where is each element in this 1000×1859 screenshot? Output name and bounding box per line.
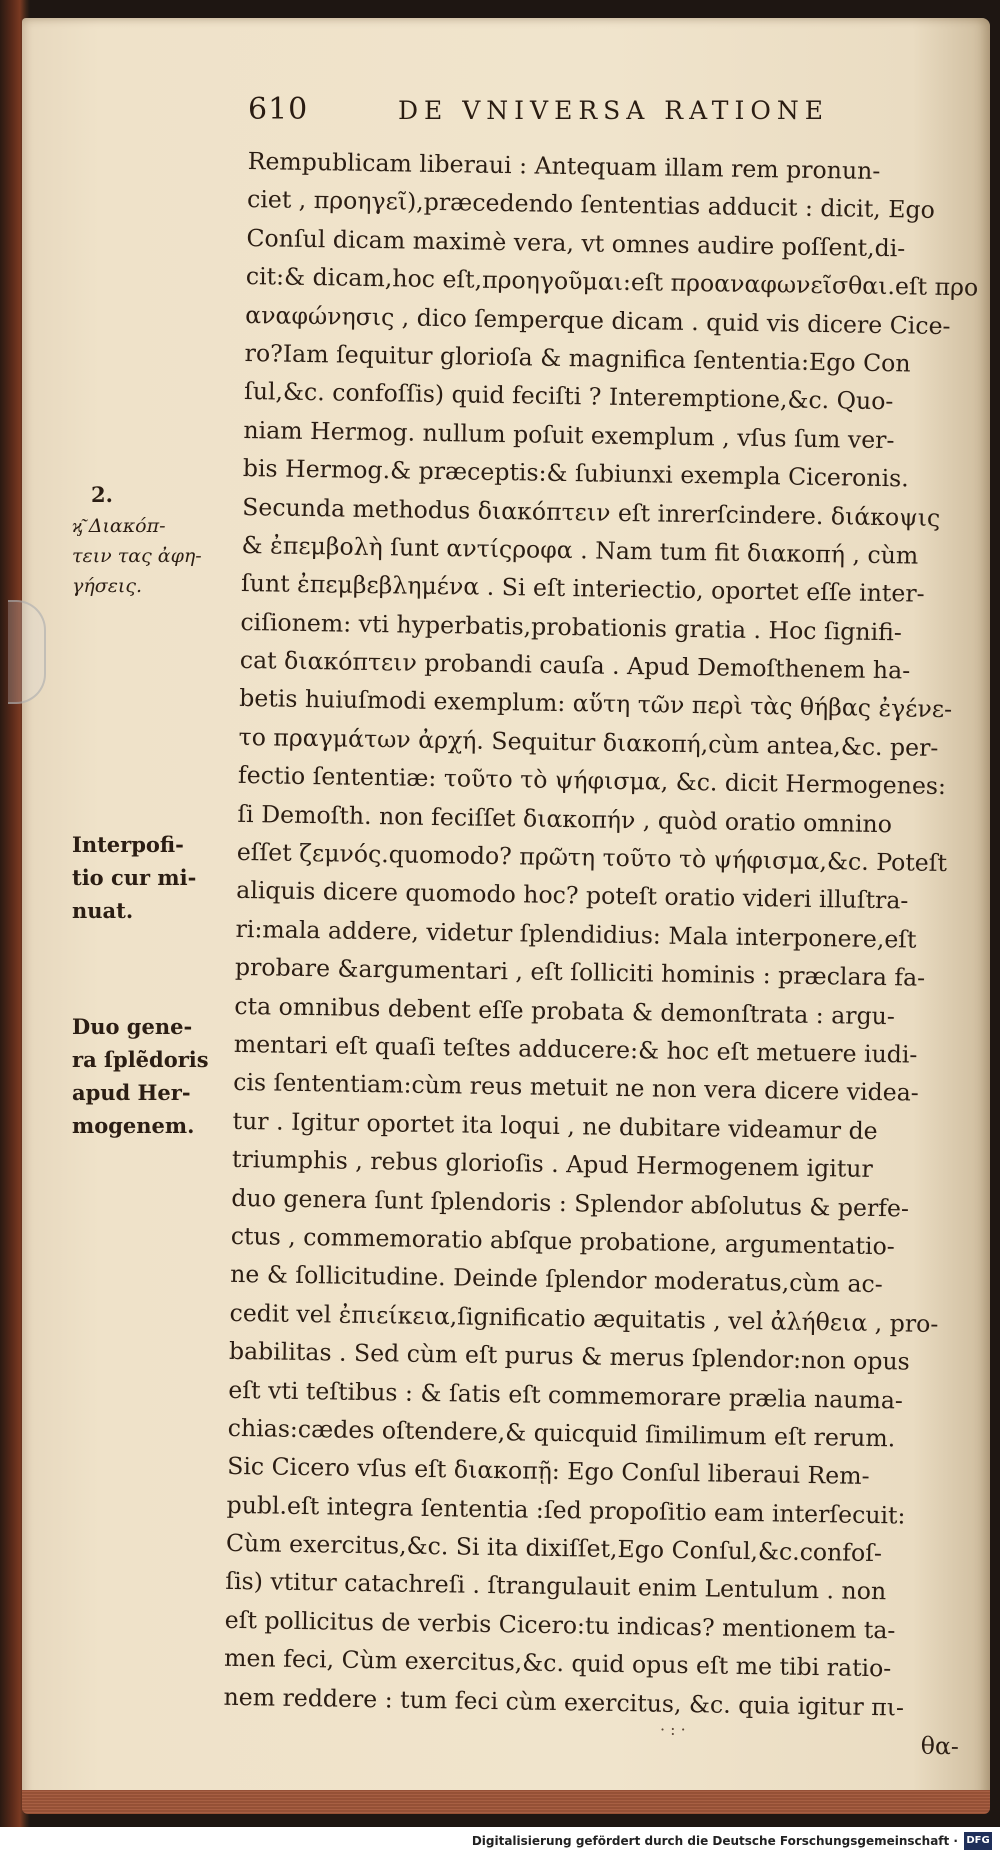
- text-line: ne & ſollicitudine. Deinde ſplendor moderatus,cùm ac-: [229, 1260, 883, 1299]
- text-line: ſi Demoſth. non feciſſet διακοπήν , quòd oratio omnino: [237, 799, 893, 838]
- margin-note-line: 2.: [91, 482, 113, 507]
- text-line: ctus , commemoratio abſque probatione, argumentatio-: [230, 1221, 895, 1261]
- margin-note-line: Duo gene-: [72, 1014, 193, 1039]
- margin-note-line: mogenem.: [72, 1113, 195, 1138]
- text-line: cedit vel ἐπιείκεια,ſignificatio æquitatis , vel ἀλήθεια , pro-: [229, 1298, 939, 1338]
- clasp-icon: [8, 600, 46, 704]
- text-line: nem reddere : tum feci cùm exercitus, &c. quia igitur πι-: [223, 1682, 905, 1722]
- center-mark: · : ·: [660, 1720, 686, 1739]
- page-number: 610: [248, 92, 309, 127]
- margin-note-splendor: [72, 1010, 248, 1142]
- margin-note-line: τειν τας ἀφη-: [72, 545, 202, 567]
- text-line: Sic Cicero vſus eſt διακοπῇ: Ego Conſul liberaui Rem-: [226, 1452, 870, 1491]
- text-line: cta omnibus debent eſſe probata & demonſtrata : argu-: [234, 991, 896, 1030]
- text-line: cat διακόπτειν probandi cauſa . Apud Demoſthenem ha-: [239, 646, 911, 685]
- margin-note-2: [72, 478, 248, 601]
- text-line: θα-: [920, 1731, 960, 1761]
- text-line: ſul,&c. confoſſis) quid feciſti ? Interemptione,&c. Quo-: [243, 377, 894, 416]
- footer-bar: [0, 1827, 1000, 1859]
- text-line: eſt vti teſtibus : & ſatis eſt commemorare prælia nauma-: [228, 1375, 904, 1414]
- margin-note-line: γήσεις.: [72, 575, 143, 597]
- text-line: cit:& dicam,hoc eſt,προηγοῦμαι:eſt προαναφωνεῖσθαι.eſt προ: [245, 262, 979, 302]
- text-line: το πραγμάτων ἀρχή. Sequitur διακοπή,cùm antea,&c. per-: [238, 722, 939, 762]
- text-line: mentari eſt quaſi teſtes adducere:& hoc eſt metuere iudi-: [233, 1029, 918, 1069]
- main-text-block: [223, 142, 984, 1766]
- text-line: bis Hermog.& præceptis:& ſubiunxi exempla Ciceronis.: [242, 454, 909, 493]
- text-line: Secunda methodus διακόπτειν eſt inrerſcindere. διάκοψις: [242, 492, 941, 532]
- text-line: eſt pollicitus de verbis Cicero:tu indicas? mentionem ta-: [224, 1605, 896, 1645]
- text-line: fectio ſententiæ: τοῦτο τὸ ψήφισμα, &c. dicit Hermogenes:: [237, 761, 947, 801]
- margin-note-line: nuat.: [72, 898, 134, 923]
- text-line: triumphis , rebus glorioſis . Apud Hermogenem igitur: [231, 1145, 873, 1184]
- text-line: men feci, Cùm exercitus,&c. quid opus eſt me tibi ratio-: [223, 1644, 892, 1683]
- running-title: DE VNIVERSA RATIONE: [398, 96, 829, 125]
- text-line: eſſet ζεμνός.quomodo? πρῶτη τοῦτο τὸ ψήφισμα,&c. Poteſt: [236, 837, 948, 878]
- text-line: ciet , προηγεῖ),præcedendo ſententias adducit : dicit, Ego: [246, 185, 936, 225]
- page-header: [248, 92, 888, 132]
- text-line: duo genera ſunt ſplendoris : Splendor abſolutus & perfe-: [231, 1183, 910, 1223]
- text-line: probare &argumentari , eſt ſolliciti hominis : præclara fa-: [234, 953, 926, 992]
- margin-note-interposition: [72, 828, 248, 927]
- text-line: Rempublicam liberaui : Antequam illam rem pronun-: [247, 146, 881, 185]
- text-line: αναφώνησις , dico ſemperque dicam . quid vis dicere Cice-: [245, 300, 951, 340]
- text-line: Conſul dicam maximè vera, vt omnes audire poſſent,di-: [246, 223, 906, 263]
- text-line: ſis) vtitur catachreſi . ſtrangulauit enim Lentulum . non: [225, 1567, 887, 1606]
- margin-note-line: ra ſplẽdoris: [72, 1047, 209, 1072]
- text-line: ciſionem: vti hyperbatis,probationis gratia . Hoc ſignifi-: [240, 607, 903, 647]
- text-line: publ.eſt integra ſententia :ſed propoſitio eam interſecuit:: [226, 1490, 906, 1530]
- margin-note-line: apud Her-: [72, 1080, 191, 1105]
- text-line: betis huiuſmodi exemplum: αὕτη τῶν περὶ τὰς θήβας ἐγένε-: [239, 684, 953, 724]
- text-line: ro?Iam ſequitur glorioſa & magnifica ſententia:Ego Con: [244, 338, 911, 378]
- digitization-credit: Digitalisierung gefördert durch die Deutsche Forschungsgemeinschaft ·: [471, 1834, 958, 1848]
- text-line: chias:cædes oſtendere,& quicquid ſimilimum eſt rerum.: [227, 1413, 896, 1453]
- margin-note-line: ϗ͂ Διακόπ-: [72, 515, 166, 537]
- text-line: tur . Igitur oportet ita loqui , ne dubitare videamur de: [232, 1106, 878, 1145]
- text-line: niam Hermog. nullum poſuit exemplum , vſus ſum ver-: [243, 415, 895, 454]
- text-line: Cùm exercitus,&c. Si ita dixiſſet,Ego Conſul,&c.confoſ-: [225, 1528, 883, 1568]
- text-line: babilitas . Sed cùm eſt purus & merus ſplendor:non opus: [228, 1336, 910, 1376]
- dfg-logo-icon: DFG: [964, 1832, 992, 1850]
- text-line: ri:mala addere, videtur ſplendidius: Mala interponere,eſt: [235, 914, 917, 954]
- margin-note-line: tio cur mi-: [72, 865, 197, 890]
- text-line: cis ſententiam:cùm reus metuit ne non vera dicere videa-: [233, 1068, 919, 1108]
- text-line: & ἐπεμβολὴ ſunt αντίςροφα . Nam tum fit διακοπή , cùm: [241, 530, 919, 570]
- text-line: ſunt ἐπεμβεβλημένα . Si eſt interiectio, oportet eſſe inter-: [240, 569, 925, 608]
- text-line: aliquis dicere quomodo hoc? poteſt oratio videri illuſtra-: [236, 876, 909, 915]
- page-edge: [22, 1790, 990, 1814]
- margin-note-line: Interpofi-: [72, 832, 184, 857]
